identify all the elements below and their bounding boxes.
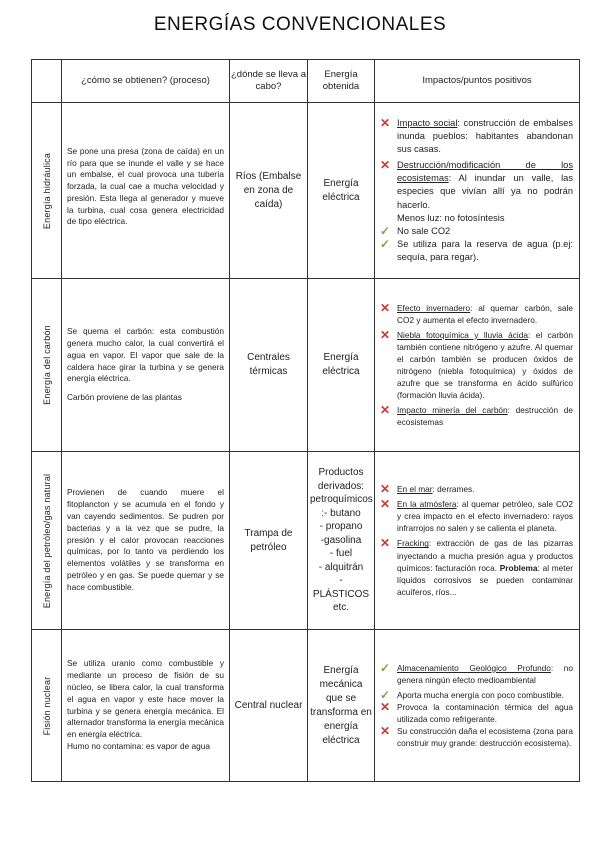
header-row [32, 60, 580, 103]
energy-line: Productos derivados: petroquímicos [310, 467, 373, 506]
row-label: Energía del petróleo/gas natural [41, 473, 52, 608]
energy-line: - propano [319, 521, 363, 533]
impact-item: ✕ Fracking: extracción de gas de las pizarras inyectando a mucha presión agua y productos químicos: facturación roca. Problema: al meter líquidos corrosivos se pueden contaminar acuíferos, ríos... [380, 536, 573, 597]
energy-line: -gasolina [320, 534, 362, 546]
energy-cell [308, 452, 375, 630]
where-cell: Ríos (Embalse en zona de caída) [230, 103, 308, 279]
row-label: Energía del carbón [41, 325, 52, 405]
header-where: ¿dónde se lleva a cabo? [230, 60, 308, 103]
impact-item: ✕ Efecto invernadero: al quemar carbón, sale CO2 y aumenta el efecto invernadero. [380, 300, 573, 325]
impact-item: ✓ No sale CO2 [380, 223, 451, 238]
where-cell: Centrales térmicas [230, 279, 308, 452]
impact-item: ✕ Niebla fotoquímica y lluvia ácida: el carbón también contiene nitrógeno y azufre. Al quemar el carbón también se producen óxidos de nitrógeno (niebla fotoquímica) y óxidos de azufre que se transforma en ácido sulfúrico (formación lluvia ácida). [380, 327, 573, 401]
energy-table [31, 59, 580, 782]
impact-item: ✕ Impacto social: construcción de embalses inunda pueblos: habitantes abandonan sus casas. [380, 116, 573, 155]
check-icon: ✓ [380, 223, 391, 238]
row-fision [32, 630, 580, 782]
energy-cell: Energía mecánica que se transforma en energía eléctrica [308, 630, 375, 782]
cross-icon: ✕ [380, 158, 391, 173]
cross-icon: ✕ [380, 536, 391, 551]
cross-icon: ✕ [380, 724, 391, 739]
where-cell: Trampa de petróleo [230, 452, 308, 630]
impact-item: Menos luz: no fotosíntesis [397, 212, 505, 223]
impacts-cell [375, 630, 580, 782]
impacts-cell [375, 103, 580, 279]
process-text: Provienen de cuando muere el fitoplancton y se acumula en el fondo y van cayendo sedimentos. Se pudren por bacterias y a la vez que se pudre, la presión y el calor provocan reacciones químicas, por lo tanto va perdiendo los elementos volátiles y se transforma en petróleo y en gas. Se puede quemar y se hace combustible. [67, 487, 224, 592]
process-text: Se pone una presa (zona de caída) en un río para que se inunde el valle y se hace un embalse, el cual provoca una tubería forzada, la cual cae a mucha velocidad y presión. Esta llega al generador y mueve la turbina, cual cosa genera electricidad de tipo eléctrica. [67, 145, 224, 227]
row-label: Fisión nuclear [41, 676, 52, 735]
row-label-cell [32, 630, 62, 782]
corner-cell [32, 60, 62, 103]
row-petroleo [32, 452, 580, 630]
impact-item: ✕ Provoca la contaminación térmica del agua utilizada como refrigerante. [380, 699, 573, 724]
energy-cell: Energía eléctrica [308, 103, 375, 279]
cross-icon: ✕ [380, 403, 391, 418]
energy-cell: Energía eléctrica [308, 279, 375, 452]
impact-item: ✕ En la atmósfera: al quemar petróleo, sale CO2 y crea impacto en el efecto invernadero: rayos infrarrojos no salen y se calienta el planeta. [380, 497, 573, 534]
process-cell [62, 103, 230, 279]
header-energy: Energía obtenida [308, 60, 375, 103]
row-hidraulica [32, 103, 580, 279]
process-cell [62, 630, 230, 782]
impacts-cell [375, 452, 580, 630]
where-cell: Central nuclear [230, 630, 308, 782]
impact-item: ✕ Destrucción/modificación de los ecosistemas: Al inundar un valle, las especies que vivían allí ya no podrán hacerlo. [380, 158, 573, 210]
cross-icon: ✕ [380, 699, 391, 714]
impact-item: ✓ Almacenamiento Geológico Profundo: no genera ningún efecto medioambiental [380, 660, 573, 685]
process-text: Se quema el carbón: esta combustión genera mucho calor, la cual convertirá el agua en vapor. El vapor que sale de la caldera hace girar la turbina y se genera energía eléctrica. [67, 326, 224, 384]
row-label-cell [32, 452, 62, 630]
energy-line: - alquitrán [318, 561, 364, 573]
row-label-cell [32, 103, 62, 279]
process-note: Humo no contamina: es vapor de agua [67, 740, 210, 751]
cross-icon: ✕ [380, 327, 391, 342]
process-cell [62, 279, 230, 452]
cross-icon: ✕ [380, 300, 391, 315]
energy-line: :- butano [321, 507, 361, 519]
process-note: Carbón proviene de las plantas [67, 392, 182, 403]
impact-item: ✕ Impacto minería del carbón: destrucción de ecosistemas [380, 403, 573, 428]
header-process: ¿cómo se obtienen? (proceso) [62, 60, 230, 103]
cross-icon: ✕ [380, 482, 391, 497]
check-icon: ✓ [380, 236, 391, 251]
impact-item: ✓ Aporta mucha energía con poco combustible. [380, 687, 564, 702]
impact-item: ✓ Se utiliza para la reserva de agua (p.ej: sequía, para regar). [380, 236, 573, 262]
row-label-cell [32, 279, 62, 452]
check-icon: ✓ [380, 687, 391, 702]
page-title: ENERGÍAS CONVENCIONALES [153, 14, 447, 35]
row-label: Energía hidráulica [41, 152, 52, 229]
impacts-cell [375, 279, 580, 452]
process-cell [62, 452, 230, 630]
process-text: Se utiliza uranio como combustible y mediante un proceso de fisión de su núcleo, se libera calor, la cual transforma el agua en vapor y este hace mover la turbina y se genera energía mecánica. El alternador transforma la energía mecánica en energía eléctrica. [67, 658, 224, 740]
impact-item: ✕ En el mar: derrames. [380, 482, 475, 497]
impact-item: ✕ Su construcción daña el ecosistema (zona para construir muy grande: destrucción ecosistema). [380, 724, 573, 749]
energy-line: - PLÁSTICOS etc. [312, 575, 370, 614]
check-icon: ✓ [380, 660, 391, 675]
cross-icon: ✕ [380, 116, 391, 131]
header-impacts: Impactos/puntos positivos [375, 60, 580, 103]
cross-icon: ✕ [380, 497, 391, 512]
row-carbon [32, 279, 580, 452]
energy-line: - fuel [329, 548, 353, 560]
